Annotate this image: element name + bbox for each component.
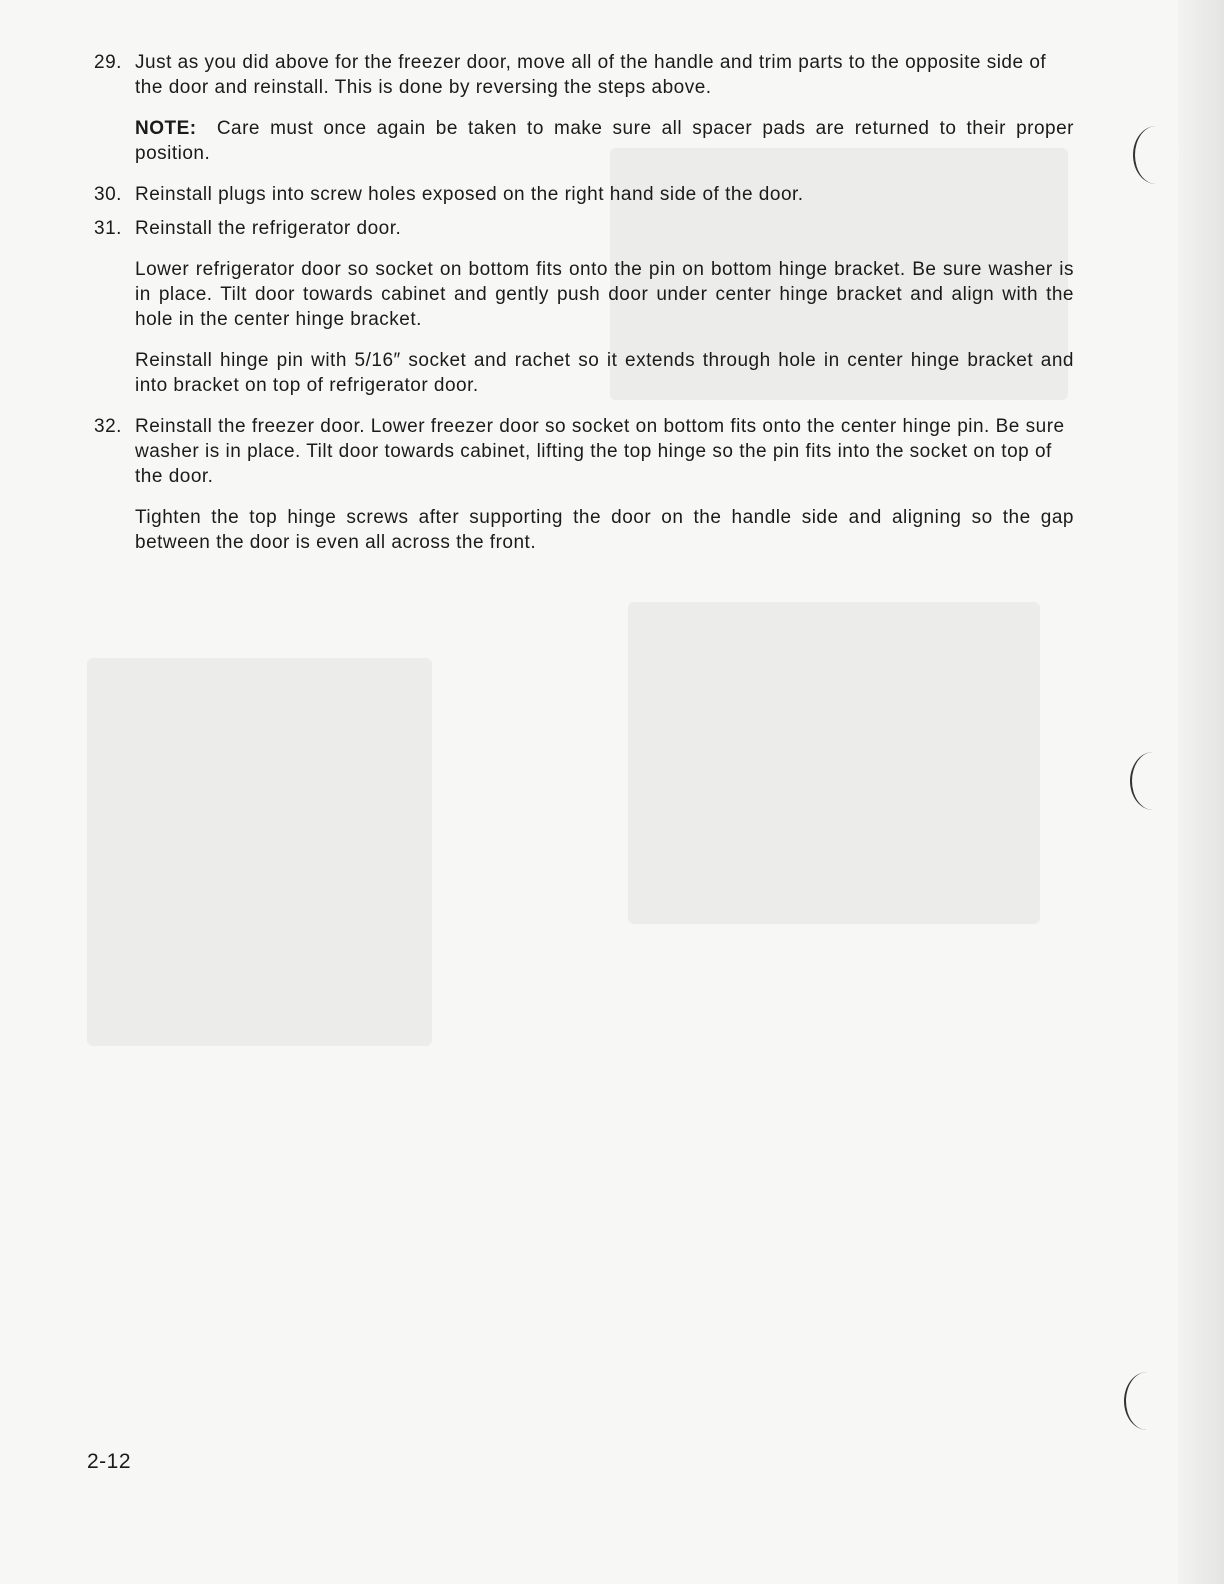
step-number: 30.	[94, 184, 122, 205]
note-label: NOTE:	[135, 118, 197, 139]
bleed-through-shadow	[87, 658, 432, 1046]
step-number: 29.	[94, 52, 122, 73]
step-text: Just as you did above for the freezer door, move all of the handle and trim parts to the opposite side of the door and reinstall. This is done by reversing the steps above.	[135, 52, 1047, 98]
binder-hole	[1133, 126, 1179, 184]
step-number: 31.	[94, 218, 122, 239]
step-30	[94, 182, 1074, 207]
step-32	[94, 414, 1074, 489]
step-text: Reinstall the freezer door. Lower freezer door so socket on bottom fits onto the center hinge pin. Be sure washer is in place. Tilt door towards cabinet, lifting the top hinge so the pin fits into the socket on top of the door.	[135, 416, 1065, 487]
step-text: Reinstall the refrigerator door.	[135, 218, 402, 239]
step-29	[94, 50, 1074, 100]
bleed-through-shadow	[628, 602, 1040, 924]
page-number: 2-12	[87, 1450, 132, 1473]
note	[94, 116, 1074, 166]
step-number: 32.	[94, 416, 122, 437]
step-31	[94, 216, 1074, 241]
step-31-paragraph-1: Lower refrigerator door so socket on bottom fits onto the pin on bottom hinge bracket. Be sure washer is in place. Tilt door towards cabinet and gently push door under center hinge bracket and align with the hole in the center hinge bracket.	[135, 259, 1074, 330]
step-31-paragraph-2: Reinstall hinge pin with 5/16″ socket and rachet so it extends through hole in center hinge bracket and into bracket on top of refrigerator door.	[135, 350, 1074, 396]
binder-hole	[1124, 1372, 1170, 1430]
step-32-paragraph-1: Tighten the top hinge screws after supporting the door on the handle side and aligning so the gap between the door is even all across the front.	[135, 507, 1074, 553]
page-edge-shadow	[1178, 0, 1224, 1584]
note-text: Care must once again be taken to make sure all spacer pads are returned to their proper position.	[135, 118, 1074, 164]
binder-hole	[1130, 752, 1176, 810]
step-text: Reinstall plugs into screw holes exposed on the right hand side of the door.	[135, 184, 804, 205]
instructions-body	[94, 50, 1074, 571]
